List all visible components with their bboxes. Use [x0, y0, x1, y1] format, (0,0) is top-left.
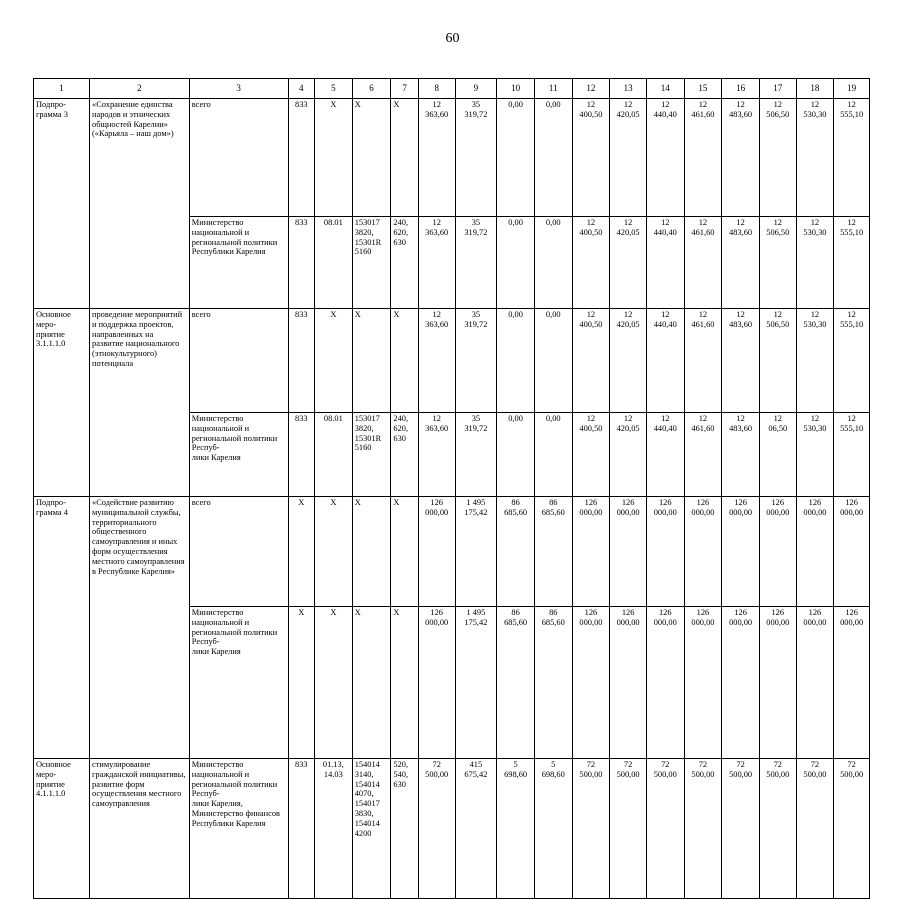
cell-col-17: 12 06,50	[759, 413, 796, 497]
column-header-2: 2	[90, 79, 190, 99]
column-header-10: 10	[497, 79, 535, 99]
cell-col-10: 5 698,60	[497, 759, 535, 899]
cell-col-17: 12 506,50	[759, 217, 796, 309]
cell-col-8: 12 363,60	[418, 309, 455, 413]
column-header-18: 18	[796, 79, 834, 99]
cell-col-3: Министерство национальной и региональной политики Респуб- лики Карелия	[189, 607, 288, 759]
cell-col-11: 86 685,60	[534, 607, 572, 759]
cell-col-7: Х	[391, 99, 418, 217]
cell-col-1: Основное меро- приятие 3.1.1.1.0	[34, 309, 90, 497]
cell-col-10: 86 685,60	[497, 497, 535, 607]
column-header-12: 12	[572, 79, 610, 99]
cell-col-7: 520, 540, 630	[391, 759, 418, 899]
cell-col-9: 1 495 175,42	[455, 497, 497, 607]
column-header-8: 8	[418, 79, 455, 99]
cell-col-13: 126 000,00	[610, 497, 647, 607]
cell-col-7: Х	[391, 607, 418, 759]
cell-col-16: 12 483,60	[722, 309, 760, 413]
cell-col-14: 72 500,00	[646, 759, 684, 899]
column-header-19: 19	[834, 79, 870, 99]
cell-col-17: 126 000,00	[759, 607, 796, 759]
column-header-6: 6	[352, 79, 391, 99]
cell-col-17: 12 506,50	[759, 309, 796, 413]
cell-col-10: 0,00	[497, 99, 535, 217]
cell-col-13: 12 420,05	[610, 217, 647, 309]
cell-col-1: Подпро- грамма 3	[34, 99, 90, 309]
cell-col-8: 12 363,60	[418, 99, 455, 217]
page-number: 60	[445, 31, 460, 46]
cell-col-9: 415 675,42	[455, 759, 497, 899]
cell-col-5: Х	[315, 607, 353, 759]
cell-col-15: 126 000,00	[684, 607, 722, 759]
cell-col-7: Х	[391, 309, 418, 413]
cell-col-12: 12 400,50	[572, 217, 610, 309]
cell-col-13: 12 420,05	[610, 413, 647, 497]
table-body	[34, 99, 870, 899]
cell-col-12: 12 400,50	[572, 413, 610, 497]
cell-col-11: 86 685,60	[534, 497, 572, 607]
cell-col-4: 833	[288, 99, 314, 217]
cell-col-13: 72 500,00	[610, 759, 647, 899]
column-number-header	[34, 79, 870, 99]
cell-col-18: 12 530,30	[796, 99, 834, 217]
cell-col-15: 12 461,60	[684, 217, 722, 309]
cell-col-3: всего	[189, 309, 288, 413]
cell-col-3: Министерство национальной и региональной политики Респуб- лики Карелия	[189, 413, 288, 497]
cell-col-5: 08.01	[315, 217, 353, 309]
cell-col-12: 126 000,00	[572, 497, 610, 607]
cell-col-10: 86 685,60	[497, 607, 535, 759]
cell-col-16: 12 483,60	[722, 413, 760, 497]
cell-col-12: 72 500,00	[572, 759, 610, 899]
cell-col-5: Х	[315, 497, 353, 607]
cell-col-6: Х	[352, 309, 391, 413]
column-header-13: 13	[610, 79, 647, 99]
cell-col-2: «Содействие развитию муниципальной службы, территориального общественного самоуправления и иных форм осуществления местного самоуправления в Республике Карелия»	[90, 497, 190, 759]
column-header-17: 17	[759, 79, 796, 99]
cell-col-16: 126 000,00	[722, 497, 760, 607]
cell-col-15: 72 500,00	[684, 759, 722, 899]
cell-col-3: Министерство национальной и региональной политики Республики Карелия	[189, 217, 288, 309]
cell-col-6: Х	[352, 607, 391, 759]
cell-col-15: 12 461,60	[684, 413, 722, 497]
cell-col-14: 126 000,00	[646, 497, 684, 607]
cell-col-6: Х	[352, 99, 391, 217]
cell-col-17: 12 506,50	[759, 99, 796, 217]
column-header-16: 16	[722, 79, 760, 99]
cell-col-2: проведение мероприятий и поддержка проектов, направленных на развитие национального (этнокультурного) потенциала	[90, 309, 190, 497]
table-row	[34, 759, 870, 899]
cell-col-8: 126 000,00	[418, 607, 455, 759]
column-header-3: 3	[189, 79, 288, 99]
column-header-7: 7	[391, 79, 418, 99]
cell-col-11: 0,00	[534, 413, 572, 497]
cell-col-15: 12 461,60	[684, 309, 722, 413]
cell-col-4: 833	[288, 413, 314, 497]
cell-col-16: 72 500,00	[722, 759, 760, 899]
cell-col-4: 833	[288, 759, 314, 899]
cell-col-19: 12 555,10	[834, 309, 870, 413]
column-header-1: 1	[34, 79, 90, 99]
table-row	[34, 309, 870, 413]
column-header-14: 14	[646, 79, 684, 99]
cell-col-5: Х	[315, 99, 353, 217]
cell-col-17: 126 000,00	[759, 497, 796, 607]
cell-col-19: 12 555,10	[834, 413, 870, 497]
cell-col-18: 12 530,30	[796, 413, 834, 497]
cell-col-9: 35 319,72	[455, 217, 497, 309]
cell-col-12: 12 400,50	[572, 309, 610, 413]
budget-table	[33, 78, 870, 899]
cell-col-11: 0,00	[534, 99, 572, 217]
cell-col-10: 0,00	[497, 217, 535, 309]
cell-col-8: 12 363,60	[418, 217, 455, 309]
cell-col-19: 12 555,10	[834, 99, 870, 217]
cell-col-5: 08.01	[315, 413, 353, 497]
cell-col-2: стимулирование гражданской инициативы, развитие форм осуществления местного самоуправления	[90, 759, 190, 899]
cell-col-1: Подпро- грамма 4	[34, 497, 90, 759]
column-header-5: 5	[315, 79, 353, 99]
cell-col-14: 12 440,40	[646, 99, 684, 217]
cell-col-18: 72 500,00	[796, 759, 834, 899]
cell-col-10: 0,00	[497, 413, 535, 497]
cell-col-18: 12 530,30	[796, 309, 834, 413]
cell-col-14: 12 440,40	[646, 309, 684, 413]
cell-col-4: Х	[288, 497, 314, 607]
cell-col-3: Министерство национальной и региональной политики Респуб- лики Карелия, Министерство финансов Республики Карелия	[189, 759, 288, 899]
cell-col-6: 154014 3140, 154014 4070, 154017 3830, 154014 4200	[352, 759, 391, 899]
cell-col-11: 5 698,60	[534, 759, 572, 899]
cell-col-4: 833	[288, 309, 314, 413]
column-header-4: 4	[288, 79, 314, 99]
cell-col-19: 12 555,10	[834, 217, 870, 309]
cell-col-10: 0,00	[497, 309, 535, 413]
cell-col-6: 153017 3820, 15301R 5160	[352, 217, 391, 309]
cell-col-5: Х	[315, 309, 353, 413]
cell-col-12: 126 000,00	[572, 607, 610, 759]
cell-col-4: Х	[288, 607, 314, 759]
cell-col-8: 12 363,60	[418, 413, 455, 497]
cell-col-6: Х	[352, 497, 391, 607]
column-header-9: 9	[455, 79, 497, 99]
cell-col-8: 126 000,00	[418, 497, 455, 607]
cell-col-19: 126 000,00	[834, 497, 870, 607]
cell-col-19: 126 000,00	[834, 607, 870, 759]
column-header-15: 15	[684, 79, 722, 99]
column-header-11: 11	[534, 79, 572, 99]
cell-col-15: 126 000,00	[684, 497, 722, 607]
cell-col-9: 35 319,72	[455, 309, 497, 413]
cell-col-3: всего	[189, 99, 288, 217]
cell-col-9: 35 319,72	[455, 99, 497, 217]
cell-col-13: 12 420,05	[610, 309, 647, 413]
table-row	[34, 99, 870, 217]
cell-col-15: 12 461,60	[684, 99, 722, 217]
cell-col-14: 126 000,00	[646, 607, 684, 759]
cell-col-18: 12 530,30	[796, 217, 834, 309]
cell-col-1: Основное меро- приятие 4.1.1.1.0	[34, 759, 90, 899]
cell-col-16: 126 000,00	[722, 607, 760, 759]
cell-col-5: 01.13, 14.03	[315, 759, 353, 899]
cell-col-6: 153017 3820, 15301R 5160	[352, 413, 391, 497]
cell-col-18: 126 000,00	[796, 607, 834, 759]
table-row	[34, 497, 870, 607]
cell-col-11: 0,00	[534, 217, 572, 309]
cell-col-9: 35 319,72	[455, 413, 497, 497]
cell-col-16: 12 483,60	[722, 217, 760, 309]
cell-col-16: 12 483,60	[722, 99, 760, 217]
cell-col-13: 126 000,00	[610, 607, 647, 759]
cell-col-7: 240, 620, 630	[391, 413, 418, 497]
cell-col-11: 0,00	[534, 309, 572, 413]
header-row	[34, 79, 870, 99]
cell-col-2: «Сохранение единства народов и этнических общностей Карелии» («Карьяла – наш дом»)	[90, 99, 190, 309]
cell-col-7: 240, 620, 630	[391, 217, 418, 309]
cell-col-19: 72 500,00	[834, 759, 870, 899]
cell-col-17: 72 500,00	[759, 759, 796, 899]
cell-col-7: Х	[391, 497, 418, 607]
cell-col-14: 12 440,40	[646, 413, 684, 497]
cell-col-9: 1 495 175,42	[455, 607, 497, 759]
cell-col-8: 72 500,00	[418, 759, 455, 899]
cell-col-14: 12 440,40	[646, 217, 684, 309]
cell-col-13: 12 420,05	[610, 99, 647, 217]
cell-col-12: 12 400,50	[572, 99, 610, 217]
cell-col-18: 126 000,00	[796, 497, 834, 607]
cell-col-3: всего	[189, 497, 288, 607]
cell-col-4: 833	[288, 217, 314, 309]
